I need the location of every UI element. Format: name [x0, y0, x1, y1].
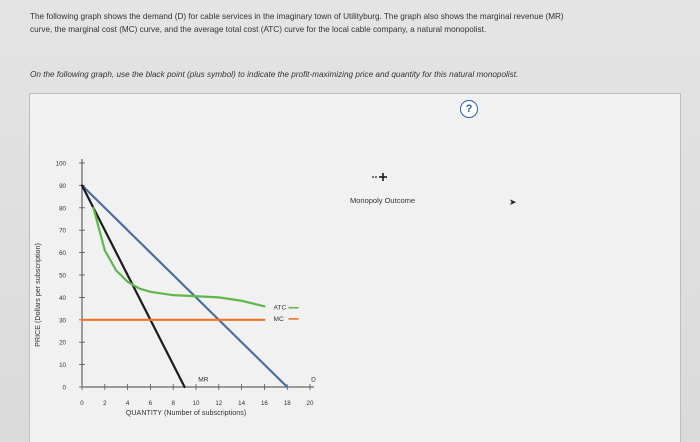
x-tick-label: 14: [238, 400, 246, 407]
x-tick-label: 8: [171, 400, 175, 407]
question-line-1: The following graph shows the demand (D) for cable services in the imaginary town of Utilityburg. The graph also shows the marginal revenue (MR): [30, 12, 564, 21]
x-axis-label: QUANTITY (Number of subscriptions): [125, 408, 247, 417]
tool-dot-icon: [375, 176, 377, 178]
x-tick-label: 18: [283, 400, 291, 407]
x-tick-label: 0: [80, 400, 84, 407]
demand-curve: [82, 185, 287, 387]
x-tick-label: 4: [125, 400, 130, 407]
instruction-text: On the following graph, use the black point (plus symbol) to indicate the profit-maximizing price and quantity for this natural monopolist.: [30, 70, 519, 79]
x-tick-label: 20: [306, 400, 314, 407]
tool-dot-icon: [372, 176, 374, 178]
y-tick-label: 20: [59, 339, 66, 347]
y-tick-label: 80: [59, 205, 66, 213]
question-line-2: curve, the marginal cost (MC) curve, and the average total cost (ATC) curve for the local cable company, a natural monopolist.: [30, 25, 487, 34]
atc-label: ATC: [273, 304, 287, 312]
x-tick-label: 2: [103, 400, 107, 407]
y-tick-label: 40: [59, 294, 66, 302]
mouse-cursor-icon: ➤: [509, 197, 517, 207]
x-tick-label: 10: [192, 400, 200, 407]
x-tick-label: 6: [148, 400, 153, 407]
y-tick-label: 100: [55, 160, 66, 168]
y-tick-label: 30: [59, 317, 66, 325]
y-tick-label: 10: [59, 362, 66, 370]
x-tick-label: 12: [215, 400, 223, 407]
x-tick-label: 16: [260, 400, 268, 407]
demand-label: D: [311, 376, 316, 384]
y-tick-label: 90: [59, 182, 66, 190]
y-axis-label: PRICE (Dollars per subscription): [33, 243, 42, 347]
y-tick-label: 0: [62, 384, 66, 392]
mc-label: MC: [273, 315, 284, 323]
help-button[interactable]: ?: [460, 100, 478, 118]
y-tick-label: 70: [59, 227, 66, 235]
mr-label: MR: [198, 376, 209, 384]
monopoly-outcome-label: Monopoly Outcome: [350, 196, 416, 205]
y-tick-label: 50: [59, 272, 66, 280]
y-tick-label: 60: [59, 250, 66, 258]
